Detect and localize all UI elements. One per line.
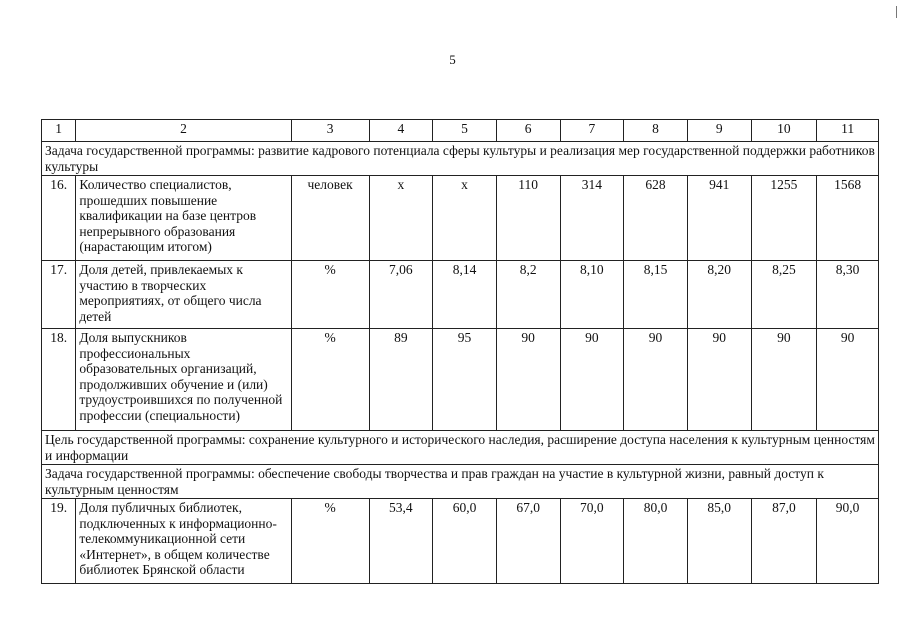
indicator-value: 1255 [751,176,817,261]
row-number: 16. [42,176,76,261]
table-row [42,176,879,261]
column-header: 7 [560,120,624,142]
row-number: 18. [42,329,76,431]
indicator-value: x [369,176,433,261]
scan-edge-mark [896,6,897,18]
indicator-value: 8,2 [496,261,560,329]
indicator-value: 8,25 [751,261,817,329]
table-row [42,329,879,431]
indicator-value: 8,10 [560,261,624,329]
section-row [42,465,879,499]
indicator-name: Доля выпускников профессиональных образовательных организаций, продолживших обучение и (или) трудоустроившихся по полученной профессии (специальности) [76,329,291,431]
indicator-value: 110 [496,176,560,261]
indicator-value: x [433,176,497,261]
indicator-name: Доля детей, привлекаемых к участию в творческих мероприятиях, от общего числа детей [76,261,291,329]
unit-of-measure: % [291,329,369,431]
table-row [42,499,879,584]
indicator-name: Доля публичных библиотек, подключенных к информационно-телекоммуникационной сети «Интернет», в общем количестве библиотек Брянской области [76,499,291,584]
column-header: 6 [496,120,560,142]
indicator-value: 90 [560,329,624,431]
indicator-value: 90 [687,329,751,431]
indicator-value: 67,0 [496,499,560,584]
indicator-value: 8,14 [433,261,497,329]
indicator-value: 70,0 [560,499,624,584]
column-header: 2 [76,120,291,142]
unit-of-measure: % [291,261,369,329]
column-header: 1 [42,120,76,142]
indicator-value: 85,0 [687,499,751,584]
column-header: 3 [291,120,369,142]
table-body [42,120,879,584]
row-number: 19. [42,499,76,584]
indicator-value: 8,30 [817,261,879,329]
indicator-name: Количество специалистов, прошедших повышение квалификации на базе центров непрерывного образования (нарастающим итогом) [76,176,291,261]
indicator-value: 8,20 [687,261,751,329]
column-header: 8 [624,120,688,142]
section-heading: Задача государственной программы: обеспечение свободы творчества и прав граждан на участие в культурной жизни, равный доступ к культурным ценностям [42,465,879,499]
table-row [42,261,879,329]
column-header: 10 [751,120,817,142]
indicator-value: 90 [751,329,817,431]
indicator-value: 95 [433,329,497,431]
unit-of-measure: % [291,499,369,584]
section-row [42,142,879,176]
indicator-value: 90 [496,329,560,431]
indicator-value: 53,4 [369,499,433,584]
column-header: 4 [369,120,433,142]
section-heading: Цель государственной программы: сохранение культурного и исторического наследия, расширение доступа населения к культурным ценностям и информации [42,431,879,465]
column-header: 5 [433,120,497,142]
indicator-value: 60,0 [433,499,497,584]
indicator-value: 80,0 [624,499,688,584]
indicators-table [41,119,879,584]
indicator-value: 90 [624,329,688,431]
page-number: 5 [449,52,456,67]
column-header: 9 [687,120,751,142]
indicator-value: 7,06 [369,261,433,329]
column-header: 11 [817,120,879,142]
indicator-value: 1568 [817,176,879,261]
indicator-value: 628 [624,176,688,261]
indicator-value: 8,15 [624,261,688,329]
indicator-value: 941 [687,176,751,261]
indicator-value: 87,0 [751,499,817,584]
indicator-value: 89 [369,329,433,431]
unit-of-measure: человек [291,176,369,261]
indicator-value: 90,0 [817,499,879,584]
section-row [42,431,879,465]
row-number: 17. [42,261,76,329]
header-row [42,120,879,142]
section-heading: Задача государственной программы: развитие кадрового потенциала сферы культуры и реализация мер государственной поддержки работников культуры [42,142,879,176]
indicator-value: 90 [817,329,879,431]
indicator-value: 314 [560,176,624,261]
